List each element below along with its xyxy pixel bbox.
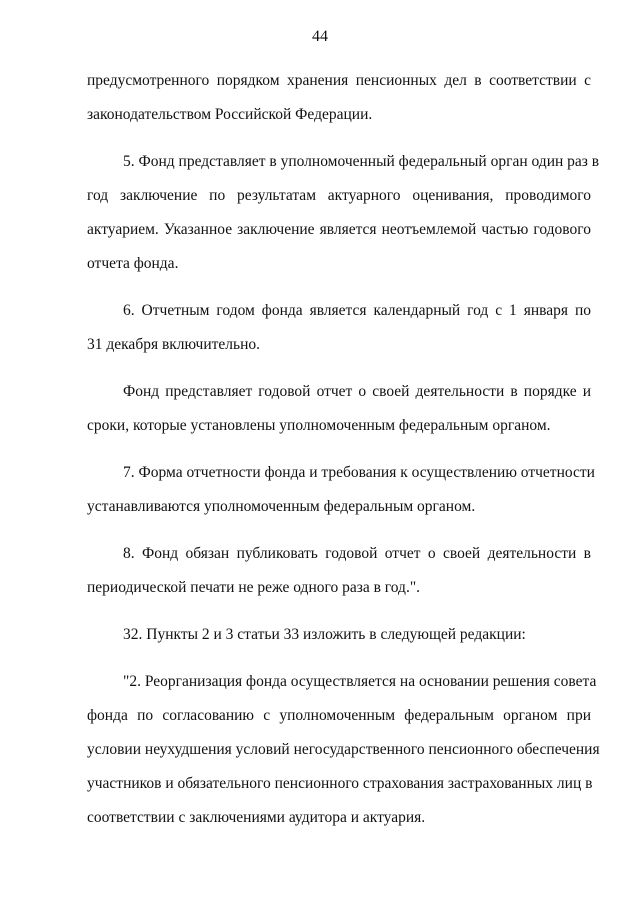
text-line: предусмотренного порядком хранения пенсионных дел в соответствии с bbox=[87, 72, 591, 89]
text-line: Фонд представляет годовой отчет о своей деятельности в порядке и bbox=[123, 383, 591, 400]
text-line: соответствии с заключениями аудитора и актуария. bbox=[87, 809, 426, 826]
text-line: "2. Реорганизация фонда осуществляется на основании решения совета bbox=[123, 673, 597, 690]
page-number: 44 bbox=[312, 28, 328, 45]
document-body bbox=[87, 64, 600, 835]
text-line: фонда по согласованию с уполномоченным федеральным органом при bbox=[87, 707, 591, 724]
text-line: 31 декабря включительно. bbox=[87, 336, 260, 353]
text-line: 7. Форма отчетности фонда и требования к осуществлению отчетности bbox=[123, 464, 595, 481]
text-line: участников и обязательного пенсионного страхования застрахованных лиц в bbox=[87, 775, 593, 792]
text-line: отчета фонда. bbox=[87, 255, 179, 272]
text-line: периодической печати не реже одного раза в год.". bbox=[87, 579, 421, 596]
text-line: законодательством Российской Федерации. bbox=[87, 106, 373, 123]
text-line: год заключение по результатам актуарного оценивания, проводимого bbox=[87, 187, 591, 204]
text-line: 8. Фонд обязан публиковать годовой отчет о своей деятельности в bbox=[123, 545, 591, 562]
text-line: сроки, которые установлены уполномоченным федеральным органом. bbox=[87, 417, 551, 434]
text-line: устанавливаются уполномоченным федеральным органом. bbox=[87, 498, 476, 515]
text-line: актуарием. Указанное заключение является неотъемлемой частью годового bbox=[87, 221, 591, 238]
text-line: 5. Фонд представляет в уполномоченный федеральный орган один раз в bbox=[123, 153, 600, 170]
text-line: 32. Пункты 2 и 3 статьи 33 изложить в следующей редакции: bbox=[123, 626, 526, 643]
text-line: условии неухудшения условий негосударственного пенсионного обеспечения bbox=[87, 741, 600, 758]
text-line: 6. Отчетным годом фонда является календарный год с 1 января по bbox=[123, 302, 591, 319]
